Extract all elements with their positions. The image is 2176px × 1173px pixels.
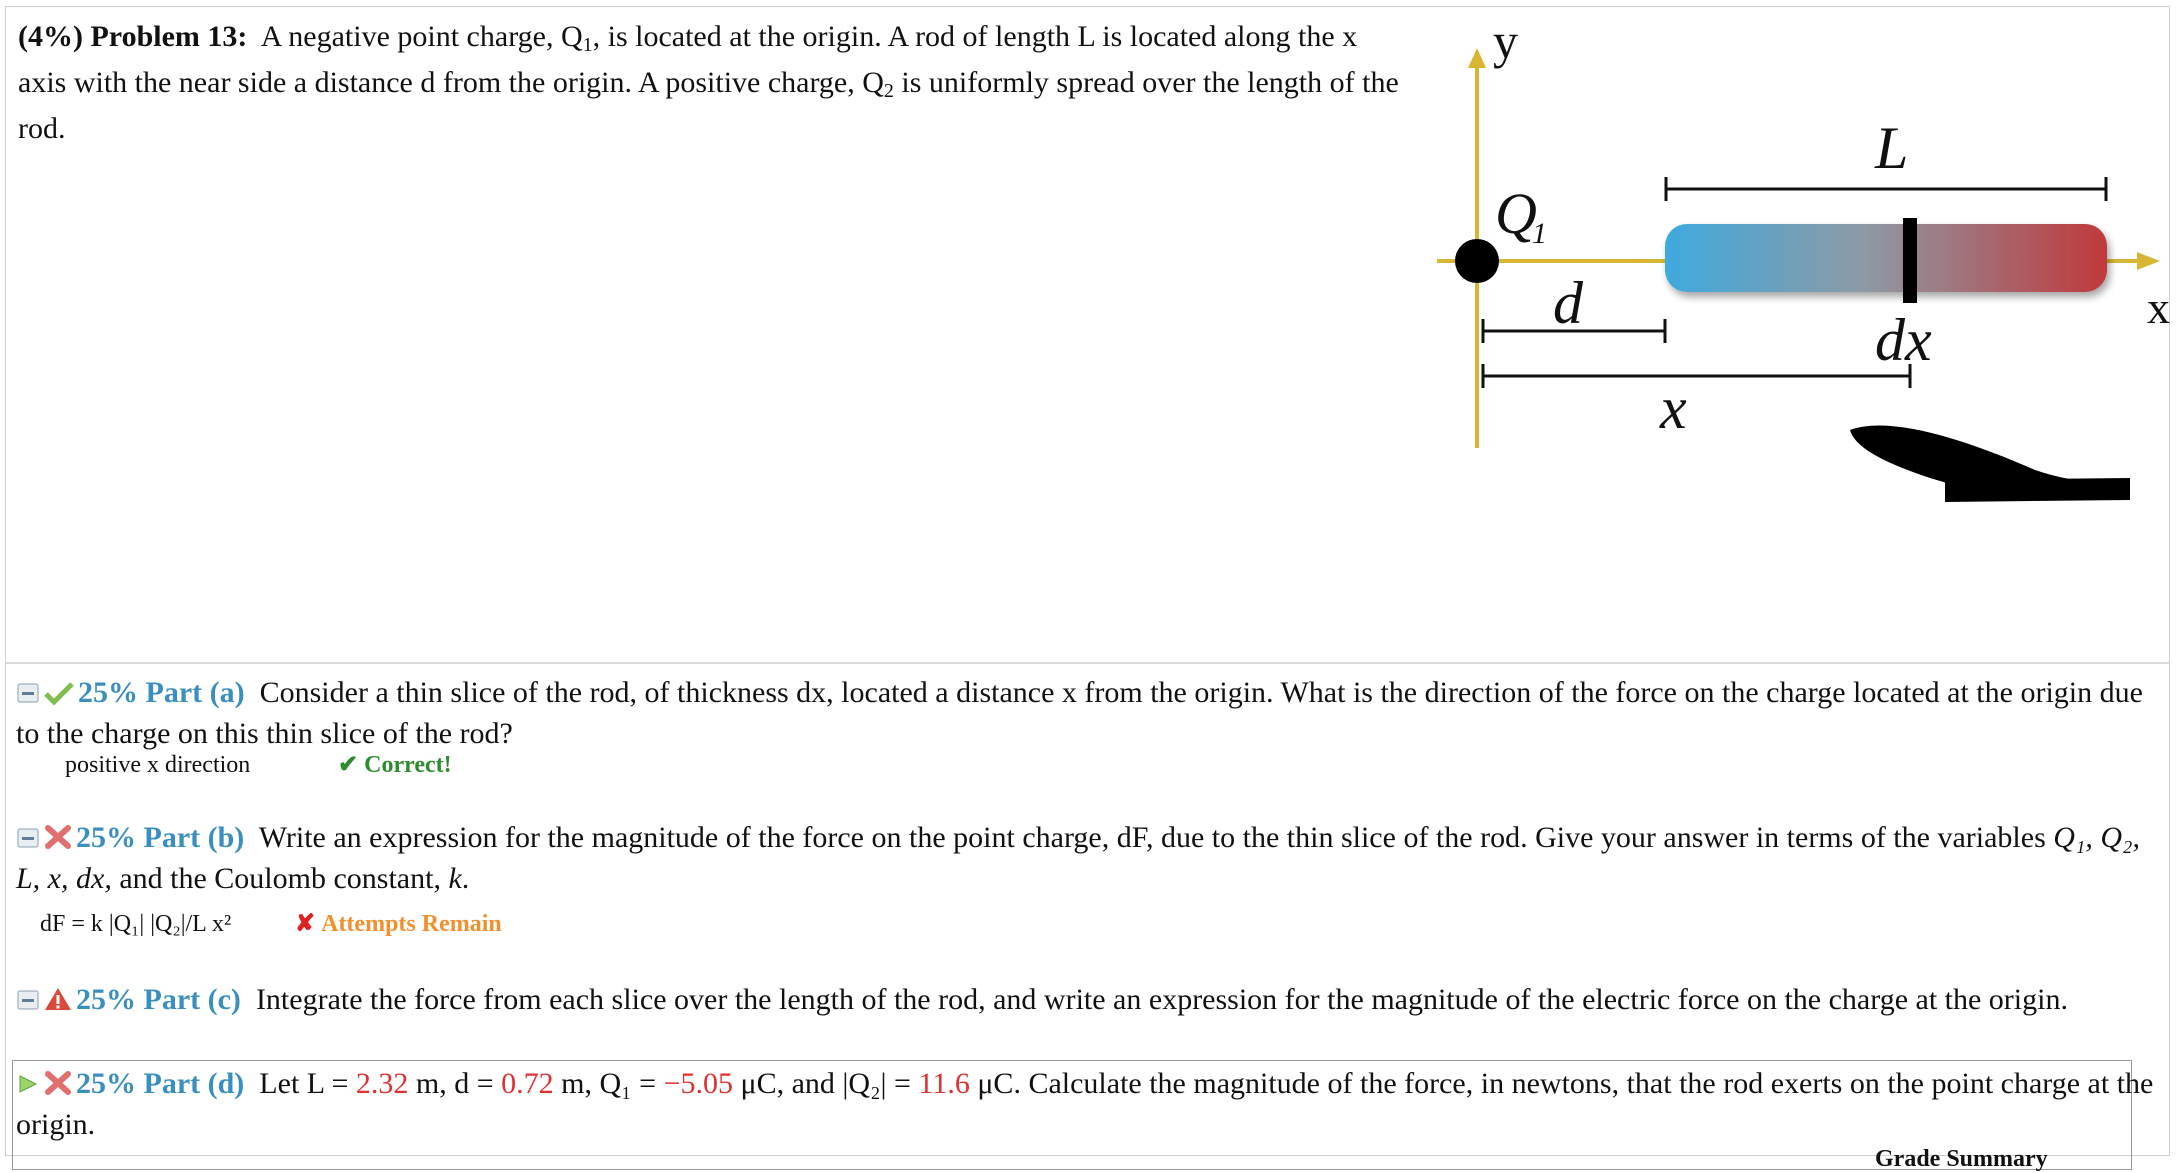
Q1-value: −5.05 (663, 1067, 733, 1100)
section-divider (6, 662, 2170, 664)
x-axis-label: x (2147, 282, 2170, 333)
collapse-icon[interactable] (16, 677, 40, 715)
charged-rod (1665, 224, 2107, 292)
part-d: 25% Part (d) Let L = 2.32 m, d = 0.72 m, Q₁ = −5.05 μC, and |Q₂| = 11.6 μC. Calculate the magnitude of the force, in newtons, that the rod exerts on the point charge at the origin. (16, 1067, 2154, 1141)
dx-label: dx (1875, 307, 1932, 373)
part-b-status: ✘ Attempts Remain (295, 911, 502, 937)
x-icon (44, 1068, 72, 1106)
attempt-x-icon: ✘ (295, 911, 316, 937)
x-label: x (1660, 375, 1687, 441)
charge-label-sub: 1 (1532, 217, 1547, 250)
x-icon (44, 822, 72, 860)
part-a: 25% Part (a) Consider a thin slice of the rod, of thickness dx, located a distance x from the origin. What is the direction of the force on the charge located at the origin due to the charge on this thin slice of the rod? (16, 676, 2143, 750)
point-charge-q1 (1455, 239, 1499, 283)
y-axis-arrow (1468, 48, 1486, 68)
warning-icon (44, 984, 72, 1022)
d-value: 0.72 (501, 1067, 554, 1100)
charge-label: Q (1495, 181, 1537, 246)
expand-icon[interactable] (16, 1068, 40, 1106)
part-a-status: ✔ Correct! (338, 752, 452, 778)
L-value: 2.32 (355, 1067, 409, 1100)
grade-summary-heading: Grade Summary (1875, 1146, 2048, 1172)
y-axis-label: y (1493, 13, 1518, 69)
part-b-answer: dF = k |Q₁| |Q₂|/L x² (40, 911, 232, 937)
part-c: 25% Part (c) Integrate the force from each slice over the length of the rod, and write an expression for the magnitude of the electric force on the charge at the origin. (16, 981, 2161, 1022)
d-label: d (1553, 270, 1583, 336)
checkmark-icon (44, 677, 74, 715)
problem-header: (4%) Problem 13: (18, 20, 248, 53)
x-axis-arrow (2137, 252, 2160, 270)
part-b: 25% Part (b) Write an expression for the magnitude of the force on the point charge, dF, due to the thin slice of the rod. Give your answer in terms of the variables Q₁, Q₂, L, x, dx, and the Coulomb constant, k. (16, 821, 2140, 895)
rod-slice-dx (1903, 218, 1917, 303)
Q2-value: 11.6 (918, 1067, 970, 1100)
rod-diagram (1425, 8, 2170, 518)
problem-statement: (4%) Problem 13: A negative point charge, $Q_1$, is located at the origin. A rod of length L is located along the x axis with the near side a distance d from the origin. A positive charge, $Q_2$ is uniformly spread over the length of the rod. (18, 20, 1399, 145)
part-a-answer: positive x direction (65, 752, 251, 778)
collapse-icon[interactable] (16, 984, 40, 1022)
length-label: L (1875, 115, 1909, 181)
collapse-icon[interactable] (16, 822, 40, 860)
